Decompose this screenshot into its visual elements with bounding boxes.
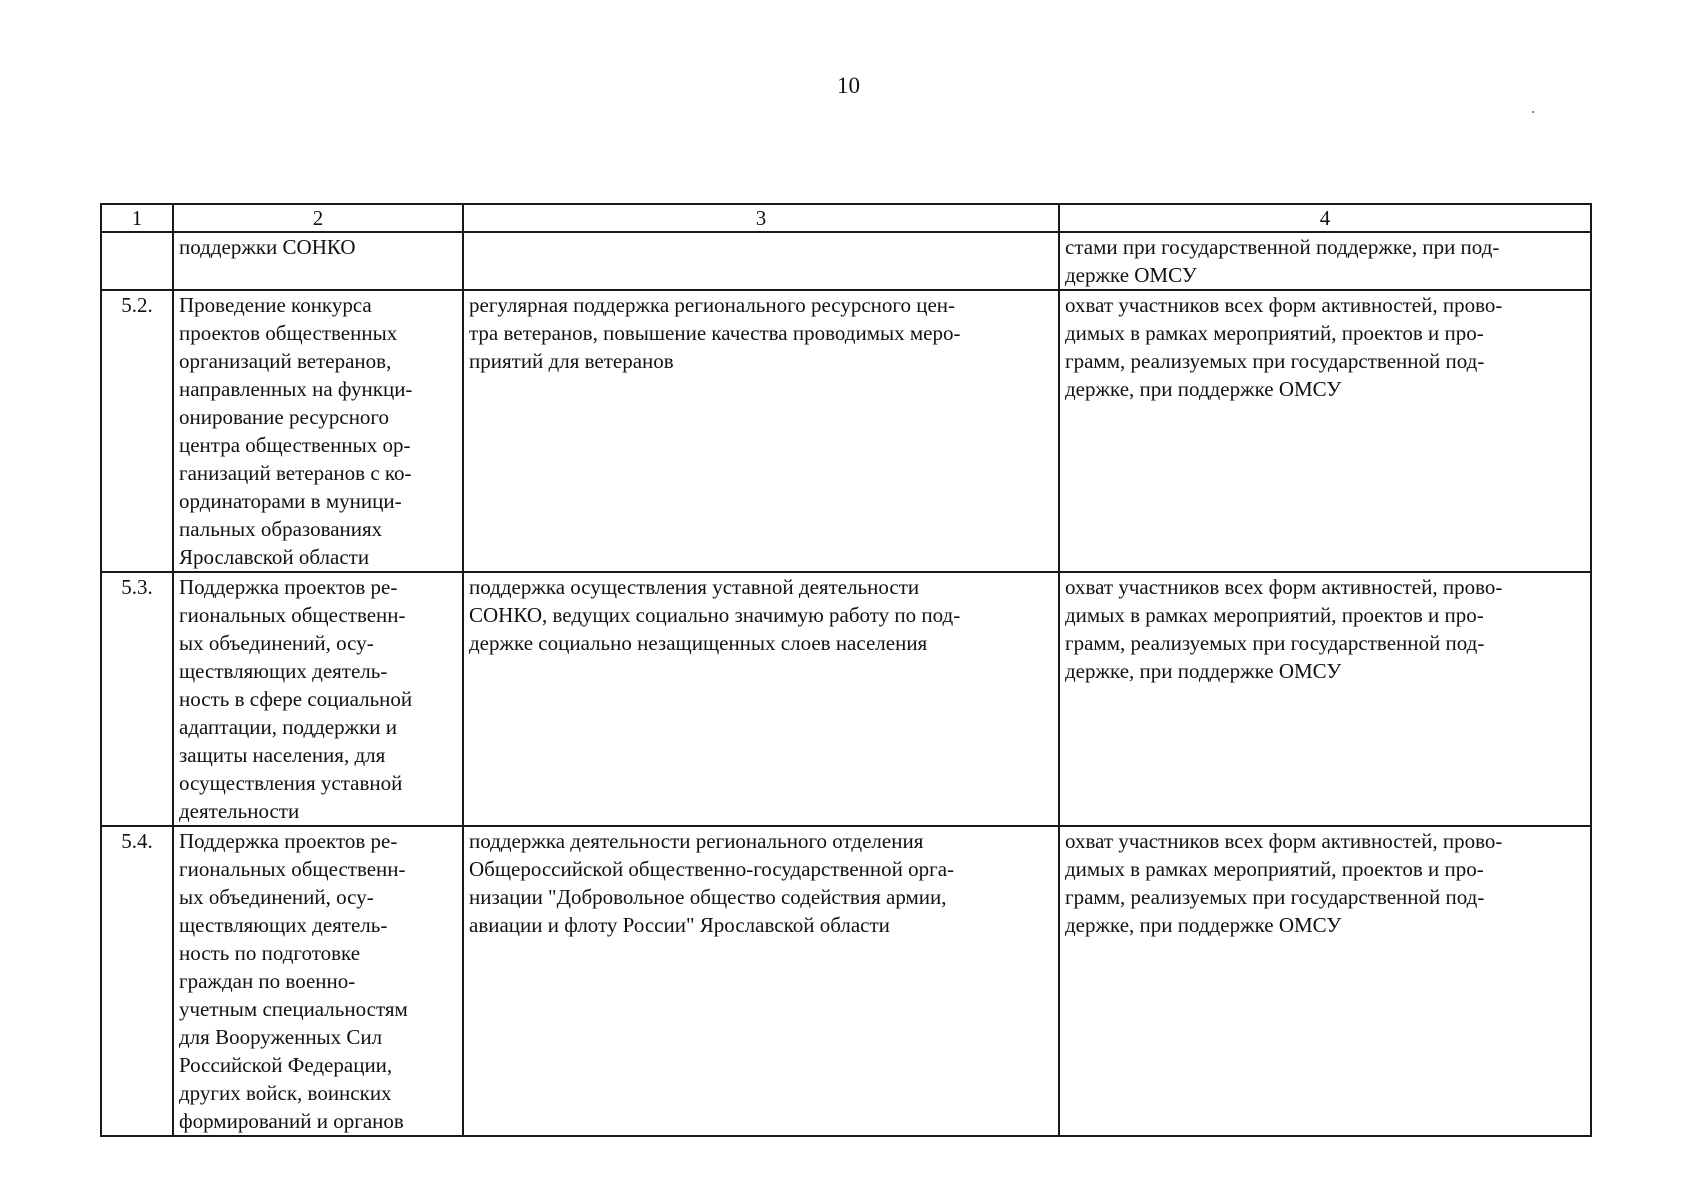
row-indicator: охват участников всех форм активностей, прово- димых в рамках мероприятий, проектов и про- грамм, реализуемых при государственной под- держке, при поддержке ОМСУ (1059, 290, 1591, 572)
row-activity: Поддержка проектов ре- гиональных общественн- ых объединений, осу- ществляющих деятель- ность в сфере социальной адаптации, поддержки и защиты населения, для осуществления уставной деятельности (173, 572, 463, 826)
header-col-4: 4 (1059, 204, 1591, 232)
row-number (101, 232, 173, 290)
table-row (101, 826, 1591, 1136)
row-activity: Поддержка проектов ре- гиональных общественн- ых объединений, осу- ществляющих деятель- ность по подготовке граждан по военно- учетным специальностям для Вооруженных Сил Российской Федерации, других войск, воинских формирований и органов (173, 826, 463, 1136)
page-number: 10 (837, 73, 860, 98)
row-result: поддержка осуществления уставной деятельности СОНКО, ведущих социально значимую работу по под- держке социально незащищенных слоев населения (463, 572, 1059, 826)
row-activity: поддержки СОНКО (173, 232, 463, 290)
row-result: поддержка деятельности регионального отделения Общероссийской общественно-государственной орга- низации "Добровольное общество содействия армии, авиации и флоту России" Ярославской области (463, 826, 1059, 1136)
table-row (101, 290, 1591, 572)
row-indicator: охват участников всех форм активностей, прово- димых в рамках мероприятий, проектов и про- грамм, реализуемых при государственной под- держке, при поддержке ОМСУ (1059, 572, 1591, 826)
table-header-row (101, 204, 1591, 232)
row-activity: Проведение конкурса проектов общественных организаций ветеранов, направленных на функци- онирование ресурсного центра общественных ор- ганизаций ветеранов с ко- ординаторами в муници- пальных образованиях Ярославской области (173, 290, 463, 572)
header-col-1: 1 (101, 204, 173, 232)
table-row (101, 572, 1591, 826)
table-row-continuation (101, 232, 1591, 290)
program-table (100, 203, 1592, 1137)
row-indicator: охват участников всех форм активностей, прово- димых в рамках мероприятий, проектов и про- грамм, реализуемых при государственной под- держке, при поддержке ОМСУ (1059, 826, 1591, 1136)
row-number: 5.3. (101, 572, 173, 826)
header-col-2: 2 (173, 204, 463, 232)
row-result: регулярная поддержка регионального ресурсного цен- тра ветеранов, повышение качества проводимых меро- приятий для ветеранов (463, 290, 1059, 572)
row-result (463, 232, 1059, 290)
scan-speck (1532, 111, 1534, 113)
row-number: 5.2. (101, 290, 173, 572)
row-number: 5.4. (101, 826, 173, 1136)
row-indicator: стами при государственной поддержке, при под- держке ОМСУ (1059, 232, 1591, 290)
header-col-3: 3 (463, 204, 1059, 232)
